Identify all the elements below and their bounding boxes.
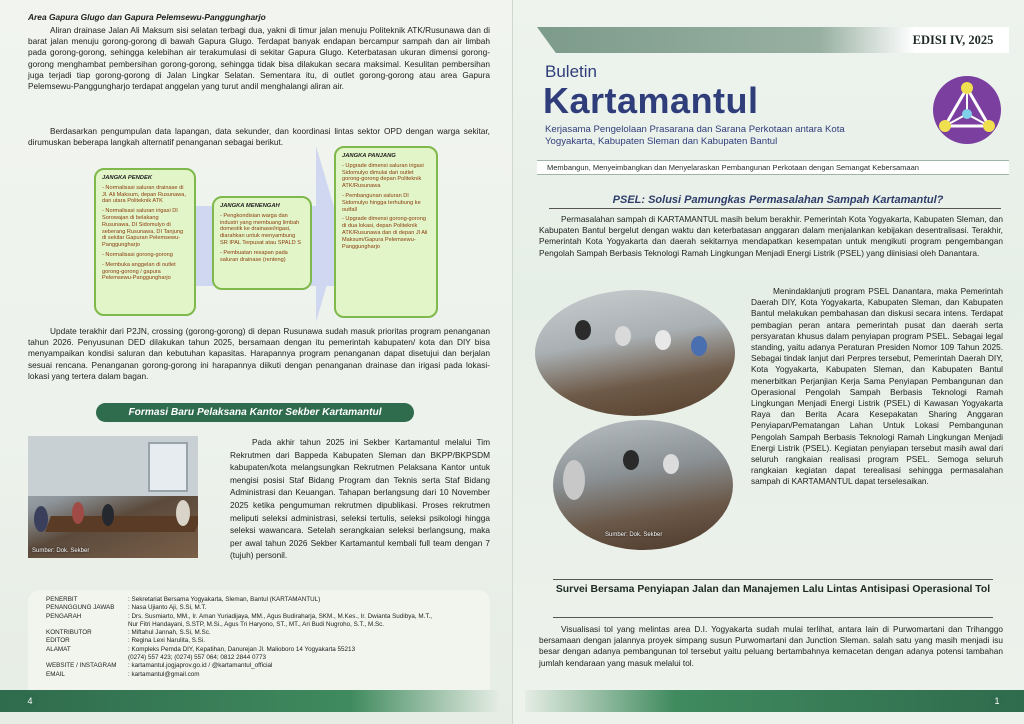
meeting-photo-1 [535,290,735,416]
credit-value: : kartamantul@gmail.com [128,670,200,678]
photo-person [575,320,591,340]
credit-value: Nur Fitri Handayani, S.STP, M.Si., Agus Tri Haryono, ST., MT., Ari Budi Nugroho, S.T., M.Sc. [128,620,385,628]
photo-person [176,500,190,526]
credit-key: PENERBIT [46,596,78,603]
credit-key [46,654,128,662]
article-title-psel: PSEL: Solusi Pamungkas Permasalahan Sampah Kartamantul? [612,194,944,206]
credit-row [46,613,472,621]
credit-key: WEBSITE / INSTAGRAM [46,662,117,670]
tagline-bar: Membangun, Menyeimbangkan dan Menyelaraskan Pembangunan Perkotaan dengan Semangat Kebersamaan [537,160,1009,175]
section-rule-top [553,579,993,580]
credit-key: PENANGGUNG JAWAB [46,604,115,612]
flow-item: - Normalisasi saluran drainase di Jl. Ali Maksum, depan Rusunawa, dan utara Politeknik ATK [102,184,186,205]
credit-row [46,662,472,670]
flow-box-medium-term [212,196,312,290]
flow-box-title: JANGKA PANJANG [342,153,396,159]
photo-person [563,460,585,500]
right-page [512,0,1024,724]
paragraph-drainase: Aliran drainase Jalan Ali Maksum sisi selatan terbagi dua, yakni di timur jalan menuju Politeknik ATK/Rusunawa dan di barat jalan menuju gorong-gorong di bawah Gapura Glugo. Terdapat banyak endapan bercampur sampah dan air limbah pada gorong-gorong, sehingga kelebihan air terakumulasi di sekitar Gapura Glugo. Keterbatasan ukuran dimensi gorong-gorong menghambat pembersihan gorong-gorong, sehingga tidak bisa dilakukan secara maksimal. Kesulitan pembersihan juga terjadi tiap gorong-gorong di Jalan Lingkar Selatan. Sementara itu, di outlet gorong-gorong atau area Gapura Pelemsewu-Panggungharjo terdapat anggelan yang turut andil menghalangi aliran air. [28,25,490,92]
credit-row [46,604,472,612]
flow-box-title: JANGKA PENDEK [102,175,153,181]
photo-person [655,330,671,350]
flow-item: - Upgrade dimensi saluran irigasi Sidomulyo dimulai dari outlet gorong-gorong depan Politeknik ATK/Rusunawa [342,162,424,190]
penanganan-flow-diagram [94,146,440,322]
edition-label: EDISI IV, 2025 [912,33,994,47]
photo-person [72,502,84,524]
flow-box-long-term [334,146,438,318]
section-heading-gapura: Area Gapura Glugo dan Gapura Pelemsewu-Panggungharjo [28,12,266,22]
flow-box-short-term [94,168,196,316]
photo-caption: Sumber: Dok. Sekber [32,548,90,554]
credit-value: : Sekretariat Bersama Yogyakarta, Sleman, Bantul (KARTAMANTUL) [128,596,321,603]
credit-row [46,671,472,679]
credit-row [46,646,472,654]
photo-table [45,516,198,532]
paragraph-survei-tol: Visualisasi tol yang melintas area D.I. Yogyakarta sudah mulai terlihat, antara lain di Purwomartani dan Trihanggo bersamaan dengan jalannya proyek simpang susun Purwomartani dan Junction Sleman. salah satu yang masih menjadi isu besar dengan adanya pembangunan tol tersebut yaitu peluang bertambahnya kemacetan dengan adanya potensi tambahan jumlah kendaraan yang masuk melalui tol. [539,624,1003,668]
credit-value: : Kompleks Pemda DIY, Kepatihan, Danurejan Jl. Malioboro 14 Yogyakarta 55213 [128,645,356,653]
flow-item: - Pembuatan resapan pada saluran drainase (renteng) [220,249,288,263]
credit-row [46,637,472,645]
credit-value: : kartamantul.jogjaprov.go.id / @kartamantul_official [128,662,273,670]
page-number-right: 1 [989,693,1005,709]
kartamantul-logo-icon [931,74,1003,146]
flow-item: - Membuka anggelan di outlet gorong-gorong / gapura Pelemsewu-Panggungharjo [102,261,176,282]
credit-row [46,629,472,637]
photo-caption: Sumber: Dok. Sekber [605,532,663,538]
flow-item: - Normalisasi saluran irigasi DI Sorowajan di belakang Rusunawa, DI Sidomulyo di seberang Rusunawa, DI Tanjung di sekitar Gapuran Pelemsewu-Panggungharjo [102,208,184,249]
photo-person [663,454,679,474]
credit-row [46,654,472,662]
credit-key: EMAIL [46,670,65,678]
masthead-subtitle: Kerjasama Pengelolaan Prasarana dan Sarana Perkotaan antara Kota Yogyakarta, Kabupaten Sleman dan Kabupaten Bantul [545,124,845,147]
credit-key: PENGARAH [46,612,82,620]
credit-value: : Miftahul Jannah, S.Si, M.Sc. [128,629,211,637]
credit-value: : Drs. Susmiarto, MM., Ir. Aman Yuriadijaya, MM., Agus Budiraharja, SKM., M.Kes., Ir. Dwianta Sudibya, M.T., [128,612,432,620]
flow-item: - Normalisasi gorong-gorong [102,251,173,258]
section-banner-formasi: Formasi Baru Pelaksana Kantor Sekber Kartamantul [96,403,414,422]
flow-item: - Pengkondisian warga dan industri yang membuang limbah domestik ke drainase/irigasi, diarahkan untuk menyambung SR IPAL Terpusat atau SPALD S [220,212,301,246]
paragraph-psel-intro: Permasalahan sampah di KARTAMANTUL masih belum berakhir. Pemerintah Kota Yogyakarta, Kabupaten Sleman, dan Kabupaten Bantul bergelut dengan waktu dan keterbatasan anggaran dalam menjalankan kebijakan desentralisasi. Terakhir, Pemerintah Kota Yogyakarta dan daerah sekitarnya mendapatkan kesempatan untuk mengikuti program pengembangan Pengolah Sampah Berbasis Teknologi Ramah Lingkungan Menjadi Energi Listrik (PSEL) yang diinisiasi oleh Danantara. [539,214,1003,258]
credit-value: (0274) 557 423; (0274) 557 064; 0812 2844 0773 [128,654,266,662]
photo-person [691,336,707,356]
credit-key: ALAMAT [46,645,71,653]
footer-bar-left [0,690,500,712]
footer-bar-right [525,690,1024,712]
recruitment-photo [28,436,198,558]
credit-key: EDITOR [46,637,70,645]
photo-person [102,504,114,526]
flow-item: - Upgrade dimensi gorong-gorong di dua lokasi, depan Politeknik ATK/Rusunawa dan di depan Jl Ali Maksum/Gapura Pelemsewu-Panggungharjo [342,216,428,250]
credit-row [46,596,472,604]
credit-value: : Nasa Ujianto Aji, S.Si, M.T. [128,604,207,612]
paragraph-psel-follow-up: Menindaklanjuti program PSEL Danantara, maka Pemerintah Daerah DIY, Kota Yogyakarta, Kabupaten Sleman, dan Kabupaten Bantul melakukan pembahasan dan diskusi secara intens. Terdapat pembagian peran antara pemerintah pusat dan daerah serta persyaratan khusus dalam penyiapan program PSEL. Sebagai legal standing, yaitu adanya Peraturan Presiden Nomor 109 Tahun 2025. Sebagai tindak lanjut dari Perpres tersebut, Pemerintah Daerah DIY, Kota Yogyakarta, Kabupaten Sleman, dan Kabupaten Bantul menerbitkan Perjanjian Kerja Sama Penyiapan Pembangunan dan Operasional Pengolah Sampah Berbasis Teknologi Ramah Lingkungan Menjadi Energi Listrik (PSEL) di Kawasan Yogyakarta Raya dan Berita Acara Kesepakatan Sharing Anggaran Penyiapan/Pematangan Lahan Untuk Lokasi Pembangunan Pengolah Sampah Berbasis Teknologi Ramah Lingkungan Menjadi Energi Listrik (PSEL). Kegiatan penyiapan tersebut masih awal dari seluruh rangkaian realisasi program PSEL. Semoga seluruh rangkaian kegiatan dapat terealisasi sehingga permasalahan sampah di KARTAMANTUL dapat terselesaikan. [751,286,1003,487]
flow-item: - Pembangunan saluran DI Sidomulyo hingga terhubung ke outfall [342,192,421,213]
photo-person [34,506,48,532]
flow-box-title: JANGKA MENENGAH [220,203,280,209]
section-title-survei-tol: Survei Bersama Penyiapan Jalan dan Manajemen Lalu Lintas Antisipasi Operasional Tol [555,584,991,595]
photo-person [623,450,639,470]
credit-key [46,621,128,629]
credit-key: KONTRIBUTOR [46,629,92,637]
credit-value: : Regina Lexi Narulita, S.Si. [128,637,205,645]
page-number-left: 4 [22,693,38,709]
paragraph-update-p2jn: Update terakhir dari P2JN, crossing (gorong-gorong) di depan Rusunawa sudah masuk prioritas program penanganan tahun 2026. Penyusunan DED dilakukan tahun 2025, bersamaan dengan itu pemerintah kabupaten/ kota dan DIY bisa menyampaikan kondisi saluran dan kebutuhan kapasitas. Harapannya program penanganan dapat disetujui dan berjalan sesuai rencana. Penanganan gorong-gorong ini harapannya diikuti dengan penanganan drainase dan irigasi pada lokasi-lokasi yang tertera dalam bagan. [28,326,490,381]
meeting-photo-2 [553,420,733,550]
masthead-title: Kartamantul [543,80,759,121]
photo-window [148,442,188,492]
paragraph-rekrutmen: Pada akhir tahun 2025 ini Sekber Kartamantul melalui Tim Rekrutmen dari Bappeda Kabupaten Sleman dan BKPP/BKPSDM kabupaten/kota melangsungkan Rekrutmen Pelaksana Kantor untuk mengisi posisi Staf Bidang Program dan Teknis serta Staf Bidang Administrasi dan Keuangan. Tahapan berlangsung dari 10 November 2025 ketika pengumuman rekrutmen dipublikasi. Proses rekrutmen meliputi seleksi administrasi, seleksi tertulis, seleksi psikologi hingga seleksi wawancara. Setelah serangkaian seleksi berlangsung, maka per awal tahun 2026 Sekber Kartamantul kembali full team dengan 7 (tujuh) personil. [230,437,490,561]
title-rule [549,208,1001,209]
credit-row [46,621,472,629]
section-rule-bottom [553,617,993,618]
masthead-credits [28,590,490,690]
photo-person [615,326,631,346]
paragraph-pengumpulan-data: Berdasarkan pengumpulan data lapangan, data sekunder, dan koordinasi lintas sektor OPD dengan warga sekitar, dirumuskan beberapa langkah alternatif penanganan sebagai berikut. [28,126,490,148]
buletin-label: Buletin [545,62,597,81]
